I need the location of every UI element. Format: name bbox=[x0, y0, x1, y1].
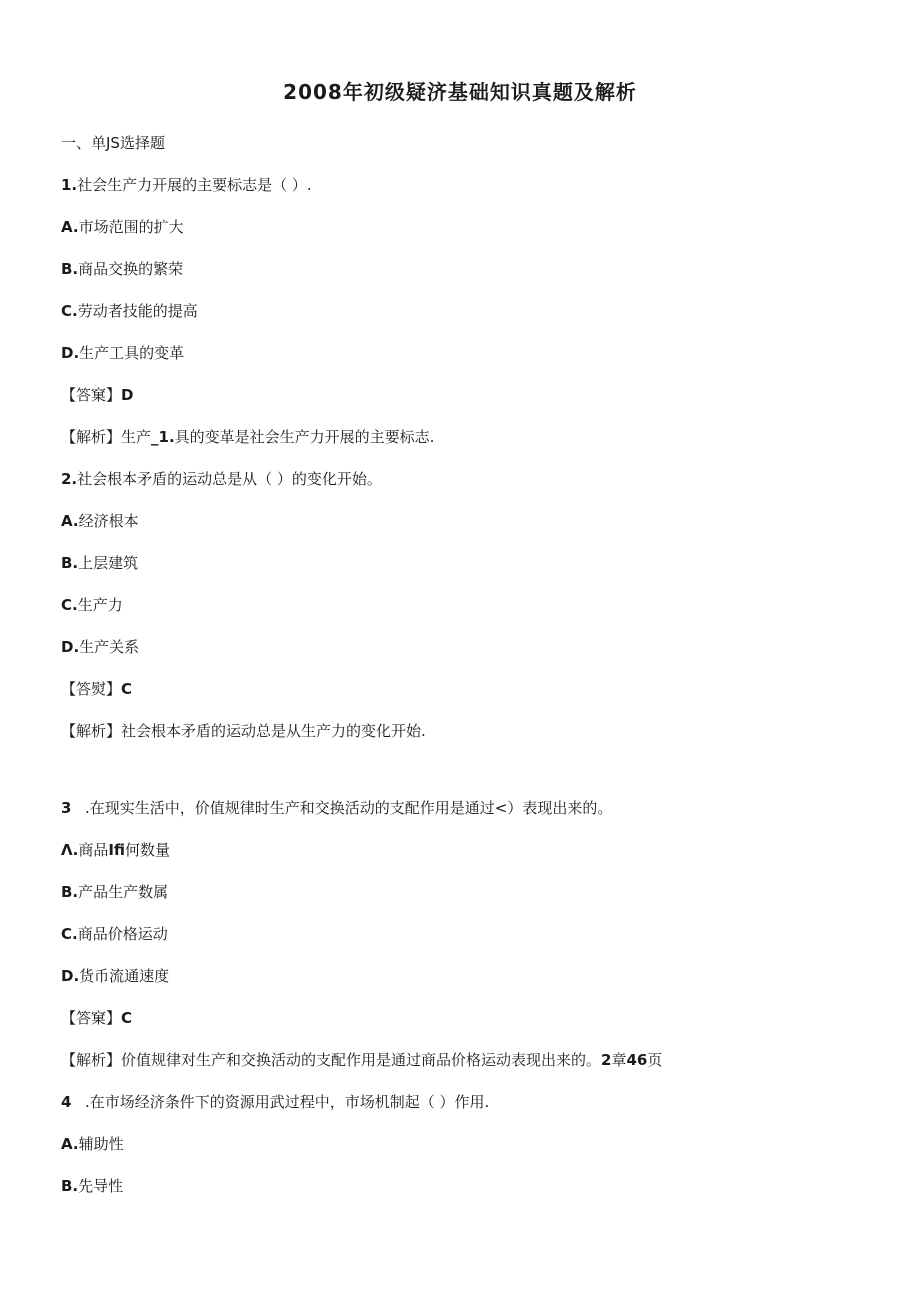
option-text: 市场范围的扩大 bbox=[78, 218, 184, 236]
answer-tag: 【答窠】 bbox=[61, 386, 122, 404]
q3-answer bbox=[61, 1008, 132, 1028]
q2-analysis bbox=[61, 721, 426, 741]
q3-option-d bbox=[61, 966, 169, 986]
q4-option-a bbox=[61, 1134, 124, 1154]
q3-option-c bbox=[61, 924, 168, 944]
analysis-ref: 页 bbox=[647, 1051, 663, 1069]
question-number: 1. bbox=[61, 176, 78, 194]
option-label: B. bbox=[61, 260, 79, 278]
option-text: 何数量 bbox=[125, 841, 171, 859]
option-label: C. bbox=[61, 596, 78, 614]
q2-option-a bbox=[61, 511, 139, 531]
analysis-ref: 46 bbox=[626, 1051, 648, 1069]
analysis-tag: 【解析】 bbox=[61, 722, 122, 740]
answer-value: C bbox=[121, 1009, 133, 1027]
option-text: 生产工具的变革 bbox=[79, 344, 185, 362]
answer-value: C bbox=[121, 680, 133, 698]
option-text: 生产关系 bbox=[79, 638, 140, 656]
option-label: D. bbox=[61, 638, 80, 656]
option-text: 货币流通速度 bbox=[79, 967, 170, 985]
analysis-text-bold: _1. bbox=[151, 428, 175, 446]
analysis-tag: 【解析】 bbox=[61, 1051, 122, 1069]
option-text: 生产力 bbox=[77, 596, 123, 614]
option-text: 产品生产数属 bbox=[78, 883, 169, 901]
q1-answer bbox=[61, 385, 133, 405]
option-text: 商品交换的繁荣 bbox=[78, 260, 184, 278]
q1-option-a bbox=[61, 217, 184, 237]
question-number: 4 bbox=[61, 1093, 72, 1111]
q2-answer bbox=[61, 679, 132, 699]
question-2-stem bbox=[61, 469, 382, 489]
question-text: .在市场经济条件下的资源用武过程中，市场机制起（ ）作用. bbox=[85, 1093, 490, 1111]
analysis-text: 生产 bbox=[121, 428, 152, 446]
question-text: .在现实生活中，价值规律时生产和交换活动的支配作用是通过<）表现出来的。 bbox=[85, 799, 613, 817]
answer-tag: 【答窠】 bbox=[61, 1009, 122, 1027]
option-text: 先导性 bbox=[78, 1177, 124, 1195]
answer-tag: 【答熨】 bbox=[61, 680, 122, 698]
option-text: 商品 bbox=[78, 841, 109, 859]
question-number: 3 bbox=[61, 799, 72, 817]
question-4-stem bbox=[61, 1092, 489, 1112]
option-label: Λ. bbox=[61, 841, 79, 859]
option-text: 经济根本 bbox=[78, 512, 139, 530]
option-text: 劳动者技能的提高 bbox=[77, 302, 198, 320]
option-label: D. bbox=[61, 967, 80, 985]
analysis-ref: 2 bbox=[601, 1051, 612, 1069]
option-text: 辅助性 bbox=[78, 1135, 124, 1153]
q2-option-b bbox=[61, 553, 138, 573]
option-text: 商品价格运动 bbox=[77, 925, 168, 943]
analysis-text: 社会根本矛盾的运动总是从生产力的变化开始. bbox=[121, 722, 426, 740]
question-3-stem bbox=[61, 798, 612, 818]
question-text: 社会根本矛盾的运动总是从（ ）的变化开始。 bbox=[77, 470, 382, 488]
q1-option-c bbox=[61, 301, 198, 321]
q3-option-b bbox=[61, 882, 168, 902]
analysis-ref: 章 bbox=[611, 1051, 627, 1069]
answer-value: D bbox=[121, 386, 134, 404]
q4-option-b bbox=[61, 1176, 123, 1196]
question-number: 2. bbox=[61, 470, 78, 488]
analysis-text: 价值规律对生产和交换活动的支配作用是通过商品价格运动表现出来的。 bbox=[121, 1051, 602, 1069]
q2-option-c bbox=[61, 595, 123, 615]
option-text-bold: Ifi bbox=[108, 841, 126, 859]
option-label: A. bbox=[61, 218, 79, 236]
q3-analysis bbox=[61, 1050, 662, 1070]
page-title: 2008年初级疑济基础知识真题及解析 bbox=[283, 80, 637, 104]
q1-option-b bbox=[61, 259, 183, 279]
option-label: C. bbox=[61, 925, 78, 943]
q2-option-d bbox=[61, 637, 139, 657]
option-label: B. bbox=[61, 554, 79, 572]
analysis-text: 具的变革是社会生产力开展的主要标志. bbox=[174, 428, 435, 446]
section-heading: 一、单JS选择题 bbox=[61, 134, 165, 152]
q1-analysis bbox=[61, 427, 434, 447]
q1-option-d bbox=[61, 343, 184, 363]
option-label: D. bbox=[61, 344, 80, 362]
option-text: 上层建筑 bbox=[78, 554, 139, 572]
analysis-tag: 【解析】 bbox=[61, 428, 122, 446]
option-label: B. bbox=[61, 1177, 79, 1195]
question-1-stem bbox=[61, 175, 312, 195]
option-label: A. bbox=[61, 1135, 79, 1153]
option-label: C. bbox=[61, 302, 78, 320]
q3-option-a bbox=[61, 840, 170, 860]
option-label: A. bbox=[61, 512, 79, 530]
option-label: B. bbox=[61, 883, 79, 901]
question-text: 社会生产力开展的主要标志是（ ）. bbox=[77, 176, 312, 194]
